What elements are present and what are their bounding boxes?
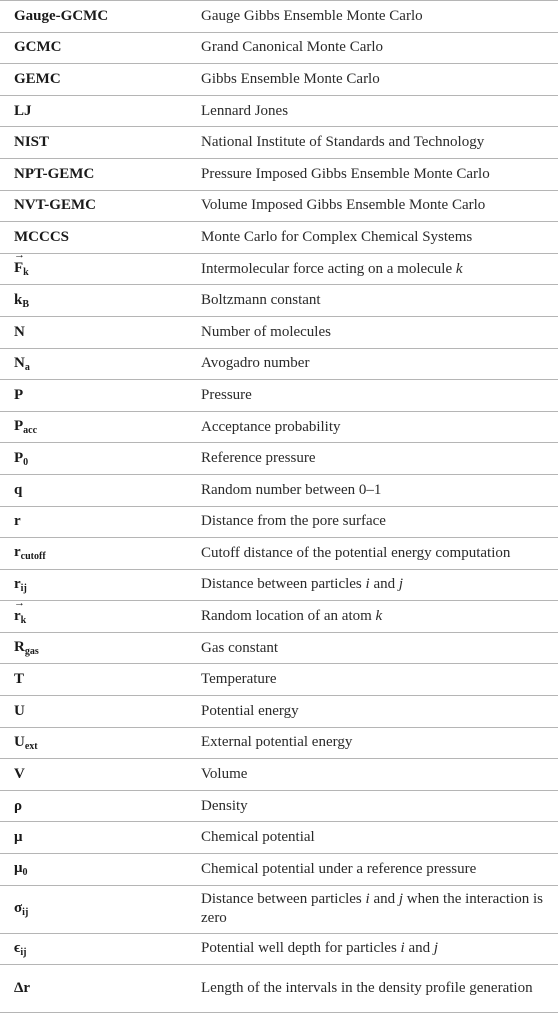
symbol-base: N bbox=[14, 354, 25, 371]
table-row bbox=[0, 854, 558, 886]
symbol-subscript: a bbox=[24, 361, 30, 373]
symbol-cell bbox=[0, 639, 186, 657]
symbol-subscript: B bbox=[22, 298, 30, 310]
symbol-subscript: 0 bbox=[22, 867, 28, 879]
symbol-text: q bbox=[14, 481, 23, 498]
table-row bbox=[0, 475, 558, 507]
symbol-text: NIST bbox=[14, 134, 50, 151]
table-row bbox=[0, 538, 558, 570]
table-row bbox=[0, 96, 558, 128]
table-row bbox=[0, 443, 558, 475]
symbol-cell bbox=[0, 450, 186, 468]
description-text: Random location of an atom bbox=[201, 608, 372, 625]
table-row bbox=[0, 601, 558, 633]
description-text: Volume Imposed Gibbs Ensemble Monte Carlo bbox=[201, 197, 486, 214]
description-text: Acceptance probability bbox=[201, 418, 341, 435]
symbol-cell bbox=[0, 513, 186, 530]
symbol-text: LJ bbox=[14, 102, 32, 119]
symbol-subscript: k bbox=[23, 267, 29, 279]
symbol-subscript: k bbox=[20, 614, 27, 626]
description-cell bbox=[186, 323, 558, 342]
description-text: Random number between 0–1 bbox=[201, 481, 382, 498]
description-cell bbox=[186, 797, 558, 816]
description-cell bbox=[186, 544, 558, 563]
description-text: Chemical potential under a reference pressure bbox=[201, 860, 477, 877]
symbol-text: ρ bbox=[14, 797, 23, 814]
symbol-subscript: ij bbox=[22, 907, 29, 919]
description-text: Lennard Jones bbox=[201, 102, 289, 119]
description-text: Gas constant bbox=[201, 639, 279, 656]
description-cell bbox=[186, 228, 558, 247]
symbol-cell bbox=[0, 900, 186, 918]
symbol-cell bbox=[0, 482, 186, 499]
description-text: Grand Canonical Monte Carlo bbox=[201, 39, 384, 56]
symbol-cell bbox=[0, 766, 186, 783]
table-row bbox=[0, 349, 558, 381]
symbol-cell bbox=[0, 103, 186, 120]
description-text: j bbox=[398, 891, 404, 908]
description-text: i bbox=[365, 576, 370, 593]
table-row bbox=[0, 822, 558, 854]
symbol-text: NPT-GEMC bbox=[14, 165, 95, 182]
symbol-cell bbox=[0, 387, 186, 404]
description-text: Volume bbox=[201, 766, 248, 783]
symbol-base: μ bbox=[14, 860, 23, 877]
symbol-base: σ bbox=[14, 900, 23, 917]
description-cell bbox=[186, 165, 558, 184]
table-row bbox=[0, 412, 558, 444]
symbol-text: T bbox=[14, 671, 25, 688]
symbol-base: r bbox=[14, 544, 21, 561]
symbol-base: P bbox=[14, 418, 24, 435]
symbol-cell bbox=[0, 860, 186, 878]
description-text: Boltzmann constant bbox=[201, 292, 321, 309]
symbol-subscript: acc bbox=[23, 425, 38, 437]
symbol-base: k bbox=[14, 291, 23, 308]
table-row bbox=[0, 633, 558, 665]
description-text: Potential energy bbox=[201, 702, 299, 719]
description-text: Cutoff distance of the potential energy computation bbox=[201, 544, 511, 561]
symbol-cell bbox=[0, 734, 186, 752]
description-cell bbox=[186, 890, 558, 928]
symbol-text: NVT-GEMC bbox=[14, 197, 96, 214]
description-text: Potential well depth for particles bbox=[201, 940, 401, 957]
description-cell bbox=[186, 102, 558, 121]
symbol-base: U bbox=[14, 733, 25, 750]
symbol-base: → r bbox=[14, 608, 21, 625]
description-cell bbox=[186, 512, 558, 531]
symbol-text: μ bbox=[14, 829, 23, 846]
description-text: Pressure Imposed Gibbs Ensemble Monte Carlo bbox=[201, 165, 490, 182]
symbol-cell bbox=[0, 197, 186, 214]
description-cell bbox=[186, 38, 558, 57]
description-italic: k bbox=[375, 608, 383, 625]
symbol-cell bbox=[0, 39, 186, 56]
table-row bbox=[0, 728, 558, 760]
symbol-subscript: ij bbox=[20, 582, 27, 594]
description-cell bbox=[186, 260, 558, 279]
symbol-text: GEMC bbox=[14, 70, 61, 87]
symbol-text: P bbox=[14, 386, 24, 403]
symbol-base: P bbox=[14, 449, 24, 466]
symbol-cell bbox=[0, 940, 186, 958]
description-cell bbox=[186, 386, 558, 405]
symbol-cell bbox=[0, 166, 186, 183]
symbol-text: Gauge-GCMC bbox=[14, 7, 109, 24]
symbol-cell bbox=[0, 355, 186, 373]
description-text: Length of the intervals in the density profile generation bbox=[201, 980, 533, 997]
description-text: Density bbox=[201, 797, 248, 814]
table-row bbox=[0, 664, 558, 696]
table-row bbox=[0, 696, 558, 728]
symbol-cell bbox=[0, 576, 186, 594]
symbol-cell bbox=[0, 324, 186, 341]
symbol-cell bbox=[0, 671, 186, 688]
description-text: and bbox=[404, 940, 434, 957]
description-cell bbox=[186, 639, 558, 658]
description-text: Gauge Gibbs Ensemble Monte Carlo bbox=[201, 7, 423, 24]
symbol-subscript: ij bbox=[20, 946, 27, 958]
table-row bbox=[0, 33, 558, 65]
table-row bbox=[0, 159, 558, 191]
table-row bbox=[0, 759, 558, 791]
table-row bbox=[0, 254, 558, 286]
table-row bbox=[0, 64, 558, 96]
description-cell bbox=[186, 575, 558, 594]
description-text: i bbox=[365, 891, 370, 908]
description-cell bbox=[186, 196, 558, 215]
description-text: Distance between particles bbox=[201, 576, 366, 593]
symbol-text: GCMC bbox=[14, 39, 62, 56]
description-text: Number of molecules bbox=[201, 323, 331, 340]
table-row bbox=[0, 380, 558, 412]
table-row bbox=[0, 934, 558, 966]
description-cell bbox=[186, 291, 558, 310]
table-row bbox=[0, 570, 558, 602]
table-row bbox=[0, 886, 558, 934]
description-text: when the interaction is zero bbox=[201, 891, 543, 927]
description-text: National Institute of Standards and Technology bbox=[201, 134, 485, 151]
symbol-subscript: gas bbox=[24, 646, 39, 658]
description-text: and bbox=[369, 576, 399, 593]
description-text: j bbox=[398, 576, 404, 593]
symbol-cell bbox=[0, 8, 186, 25]
symbol-cell bbox=[0, 544, 186, 562]
description-text: Intermolecular force acting on a molecule bbox=[201, 260, 453, 277]
table-row bbox=[0, 965, 558, 1013]
symbol-text: V bbox=[14, 766, 25, 783]
description-text: Pressure bbox=[201, 386, 252, 403]
description-cell bbox=[186, 828, 558, 847]
table-row bbox=[0, 317, 558, 349]
description-cell bbox=[186, 979, 558, 998]
description-cell bbox=[186, 765, 558, 784]
table-row bbox=[0, 1, 558, 33]
description-text: Temperature bbox=[201, 671, 277, 688]
symbol-base: R bbox=[14, 639, 25, 656]
symbol-base: ϵ bbox=[14, 939, 21, 956]
description-text: j bbox=[433, 940, 439, 957]
symbol-cell bbox=[0, 798, 186, 815]
description-cell bbox=[186, 70, 558, 89]
description-text: Chemical potential bbox=[201, 829, 315, 846]
symbol-cell bbox=[0, 292, 186, 310]
symbol-base: r bbox=[14, 575, 21, 592]
symbol-cell bbox=[0, 829, 186, 846]
symbol-subscript: cutoff bbox=[20, 551, 46, 563]
description-cell bbox=[186, 860, 558, 879]
description-cell bbox=[186, 449, 558, 468]
table-row bbox=[0, 507, 558, 539]
symbol-cell bbox=[0, 418, 186, 436]
table-row bbox=[0, 285, 558, 317]
description-text: Avogadro number bbox=[201, 355, 310, 372]
symbol-cell bbox=[0, 134, 186, 151]
symbol-cell bbox=[0, 980, 186, 997]
description-text: External potential energy bbox=[201, 734, 353, 751]
symbol-cell bbox=[0, 71, 186, 88]
symbol-text: r bbox=[14, 513, 21, 530]
symbol-subscript: 0 bbox=[23, 456, 29, 468]
description-cell bbox=[186, 7, 558, 26]
table-row bbox=[0, 127, 558, 159]
table-row bbox=[0, 222, 558, 254]
symbol-cell bbox=[0, 703, 186, 720]
table-row bbox=[0, 791, 558, 823]
description-text: and bbox=[369, 891, 399, 908]
symbol-text: Δr bbox=[14, 980, 31, 997]
symbol-text: MCCCS bbox=[14, 228, 69, 245]
description-cell bbox=[186, 418, 558, 437]
description-text: Monte Carlo for Complex Chemical Systems bbox=[201, 228, 473, 245]
symbol-base: → F bbox=[14, 260, 23, 277]
symbol-cell bbox=[0, 608, 186, 626]
table-row bbox=[0, 191, 558, 223]
symbol-text: N bbox=[14, 323, 25, 340]
description-text: Gibbs Ensemble Monte Carlo bbox=[201, 70, 380, 87]
description-text: Reference pressure bbox=[201, 450, 316, 467]
description-cell bbox=[186, 733, 558, 752]
description-cell bbox=[186, 481, 558, 500]
description-cell bbox=[186, 133, 558, 152]
description-cell bbox=[186, 670, 558, 689]
symbol-cell bbox=[0, 260, 186, 278]
description-cell bbox=[186, 702, 558, 721]
description-text: Distance from the pore surface bbox=[201, 513, 386, 530]
description-cell bbox=[186, 607, 558, 626]
description-text: Distance between particles bbox=[201, 891, 366, 908]
symbol-subscript: ext bbox=[24, 740, 38, 752]
symbol-cell bbox=[0, 229, 186, 246]
description-cell bbox=[186, 939, 558, 958]
description-cell bbox=[186, 354, 558, 373]
symbol-text: U bbox=[14, 702, 25, 719]
description-italic: k bbox=[455, 260, 463, 277]
description-text: i bbox=[400, 940, 405, 957]
